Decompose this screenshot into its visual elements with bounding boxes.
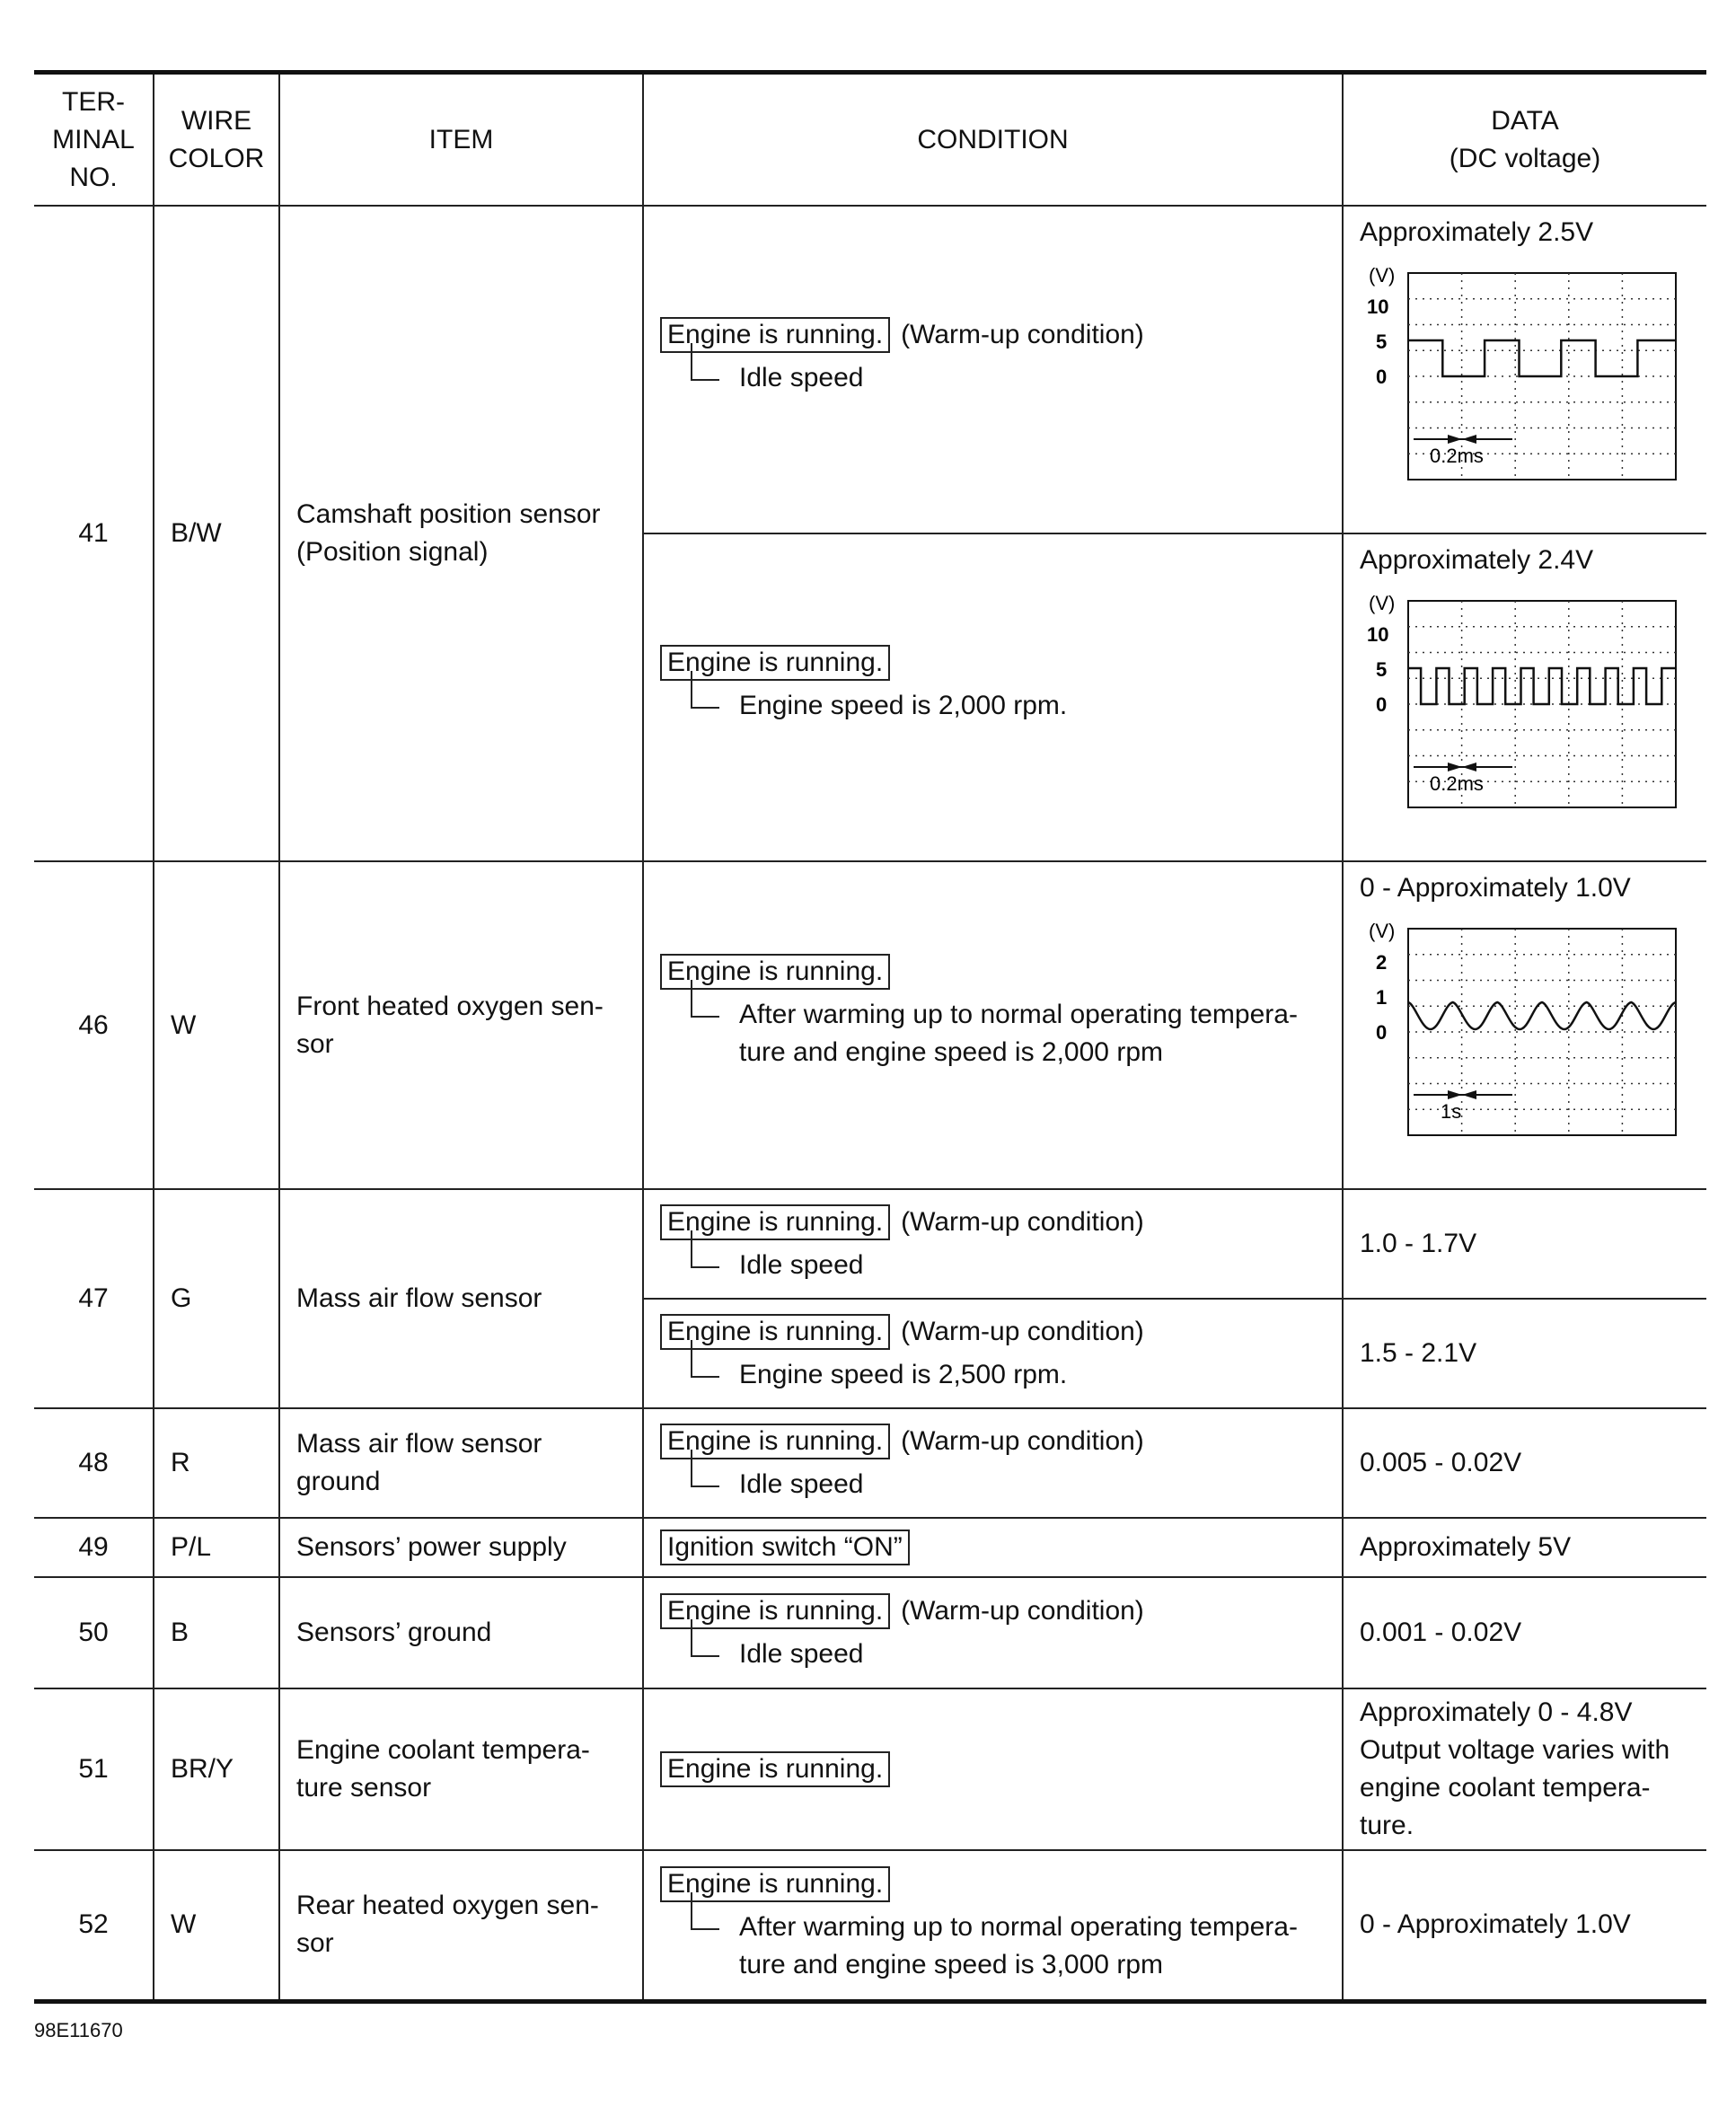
condition-note: (Warm-up condition) [901,1317,1144,1346]
time-arrow-head [1462,763,1476,771]
table-row [34,1518,1706,1577]
oscilloscope-waveform [1360,918,1683,1142]
item-name: Sensors’ power supply [279,1518,643,1577]
condition-boxed-label: Ignition switch “ON” [660,1530,910,1565]
condition-cell [643,533,1343,861]
scope-unit-label: (V) [1369,592,1396,614]
condition-cell [643,1189,1343,1299]
condition-subitem: Idle speed [660,1635,1342,1673]
table-row [34,1189,1706,1299]
item-name: Front heated oxygen sen- sor [279,861,643,1189]
data-value: 0 - Approximately 1.0V [1343,1850,1706,2001]
header-data: DATA (DC voltage) [1343,73,1706,207]
time-arrow-head [1448,435,1462,444]
data-cell [1343,533,1706,861]
item-name: Engine coolant tempera- ture sensor [279,1688,643,1850]
scope-tick-label: 2 [1376,951,1388,974]
data-value: 0 - Approximately 1.0V [1360,873,1631,903]
terminal-no: 41 [34,206,154,861]
condition-boxed-label: Engine is running. [660,317,890,353]
terminal-no: 52 [34,1850,154,2001]
condition-boxed-label: Engine is running. [660,1204,890,1240]
wire-color: G [154,1189,279,1408]
waveform-trace [1408,668,1676,704]
connector-line [691,1230,719,1268]
data-value: 1.0 - 1.7V [1343,1189,1706,1299]
condition-boxed-label: Engine is running. [660,1593,890,1629]
connector-line [691,1340,719,1378]
data-value: 0.001 - 0.02V [1343,1577,1706,1688]
terminal-no: 51 [34,1688,154,1850]
data-value: Approximately 2.4V [1360,545,1594,575]
header-condition: CONDITION [643,73,1343,207]
condition-boxed-label: Engine is running. [660,1424,890,1459]
scope-tick-label: 5 [1376,658,1388,681]
condition-cell [643,1518,1343,1577]
header-item: ITEM [279,73,643,207]
connector-line [691,1450,719,1487]
wire-color: R [154,1408,279,1518]
table-row [34,1688,1706,1850]
data-value: Approximately 2.5V [1360,217,1594,247]
connector-line [691,1892,719,1930]
connector-line [691,980,719,1018]
scope-time-label: 0.2ms [1430,445,1484,467]
table-row [34,1577,1706,1688]
condition-subitem: Idle speed [660,359,1342,397]
condition-note: (Warm-up condition) [901,319,1144,349]
condition-cell [643,206,1343,533]
condition-boxed-label: Engine is running. [660,645,890,681]
table-row [34,861,1706,1189]
condition-subitem: Idle speed [660,1466,1342,1503]
table-header [34,73,1706,207]
header-wire-color: WIRE COLOR [154,73,279,207]
data-value: Approximately 5V [1343,1518,1706,1577]
condition-subitem: After warming up to normal operating tempera- ture and engine speed is 2,000 rpm [660,996,1342,1071]
condition-boxed-label: Engine is running. [660,954,890,990]
header-terminal-no: TER- MINAL NO. [34,73,154,207]
time-arrow-head [1448,763,1462,771]
scope-tick-label: 10 [1367,295,1389,318]
data-value: 1.5 - 2.1V [1343,1299,1706,1408]
condition-cell [643,861,1343,1189]
scope-time-label: 0.2ms [1430,772,1484,795]
scope-unit-label: (V) [1369,264,1396,287]
item-name: Mass air flow sensor [279,1189,643,1408]
condition-cell [643,1408,1343,1518]
connector-line [691,671,719,709]
condition-cell [643,1688,1343,1850]
condition-cell [643,1299,1343,1408]
terminal-no: 50 [34,1577,154,1688]
condition-subitem: Idle speed [660,1247,1342,1284]
scope-tick-label: 1 [1376,986,1388,1009]
scope-unit-label: (V) [1369,920,1396,942]
time-arrow-head [1462,435,1476,444]
item-name: Rear heated oxygen sen- sor [279,1850,643,2001]
wire-color: BR/Y [154,1688,279,1850]
terminal-no: 49 [34,1518,154,1577]
condition-subitem: After warming up to normal operating tempera- ture and engine speed is 3,000 rpm [660,1909,1342,1984]
table-row [34,206,1706,533]
wire-color: P/L [154,1518,279,1577]
wire-color: W [154,861,279,1189]
figure-code: 98E11670 [34,2019,123,2041]
scope-tick-label: 10 [1367,623,1389,646]
item-name: Mass air flow sensor ground [279,1408,643,1518]
scope-tick-label: 0 [1376,1021,1388,1044]
time-arrow-head [1448,1090,1462,1099]
condition-boxed-label: Engine is running. [660,1314,890,1350]
scope-tick-label: 0 [1376,693,1388,716]
condition-cell [643,1850,1343,2001]
terminal-no: 47 [34,1189,154,1408]
wire-color: B/W [154,206,279,861]
table-row [34,1850,1706,2001]
item-name: Sensors’ ground [279,1577,643,1688]
wire-color: W [154,1850,279,2001]
condition-subitem: Engine speed is 2,000 rpm. [660,687,1342,725]
terminal-no: 48 [34,1408,154,1518]
scope-tick-label: 5 [1376,331,1388,353]
condition-note: (Warm-up condition) [901,1596,1144,1626]
connector-line [691,1619,719,1657]
waveform-trace [1408,1002,1676,1029]
data-cell [1343,206,1706,533]
data-value: 0.005 - 0.02V [1343,1408,1706,1518]
wire-color: B [154,1577,279,1688]
condition-cell [643,1577,1343,1688]
condition-note: (Warm-up condition) [901,1426,1144,1456]
time-arrow-head [1462,1090,1476,1099]
scope-tick-label: 0 [1376,366,1388,388]
terminal-no: 46 [34,861,154,1189]
waveform-trace [1408,340,1676,376]
condition-subitem: Engine speed is 2,500 rpm. [660,1356,1342,1394]
data-value: Approximately 0 - 4.8V Output voltage varies with engine coolant tempera- ture. [1343,1688,1706,1850]
table-row [34,1408,1706,1518]
scope-time-label: 1s [1441,1100,1462,1123]
item-name: Camshaft position sensor (Position signal) [279,206,643,861]
oscilloscope-waveform [1360,590,1683,815]
connector-line [691,343,719,381]
terminal-data-table [34,70,1706,2004]
oscilloscope-waveform [1360,262,1683,487]
condition-note: (Warm-up condition) [901,1207,1144,1237]
data-cell [1343,861,1706,1189]
condition-boxed-label: Engine is running. [660,1751,890,1787]
condition-boxed-label: Engine is running. [660,1866,890,1902]
